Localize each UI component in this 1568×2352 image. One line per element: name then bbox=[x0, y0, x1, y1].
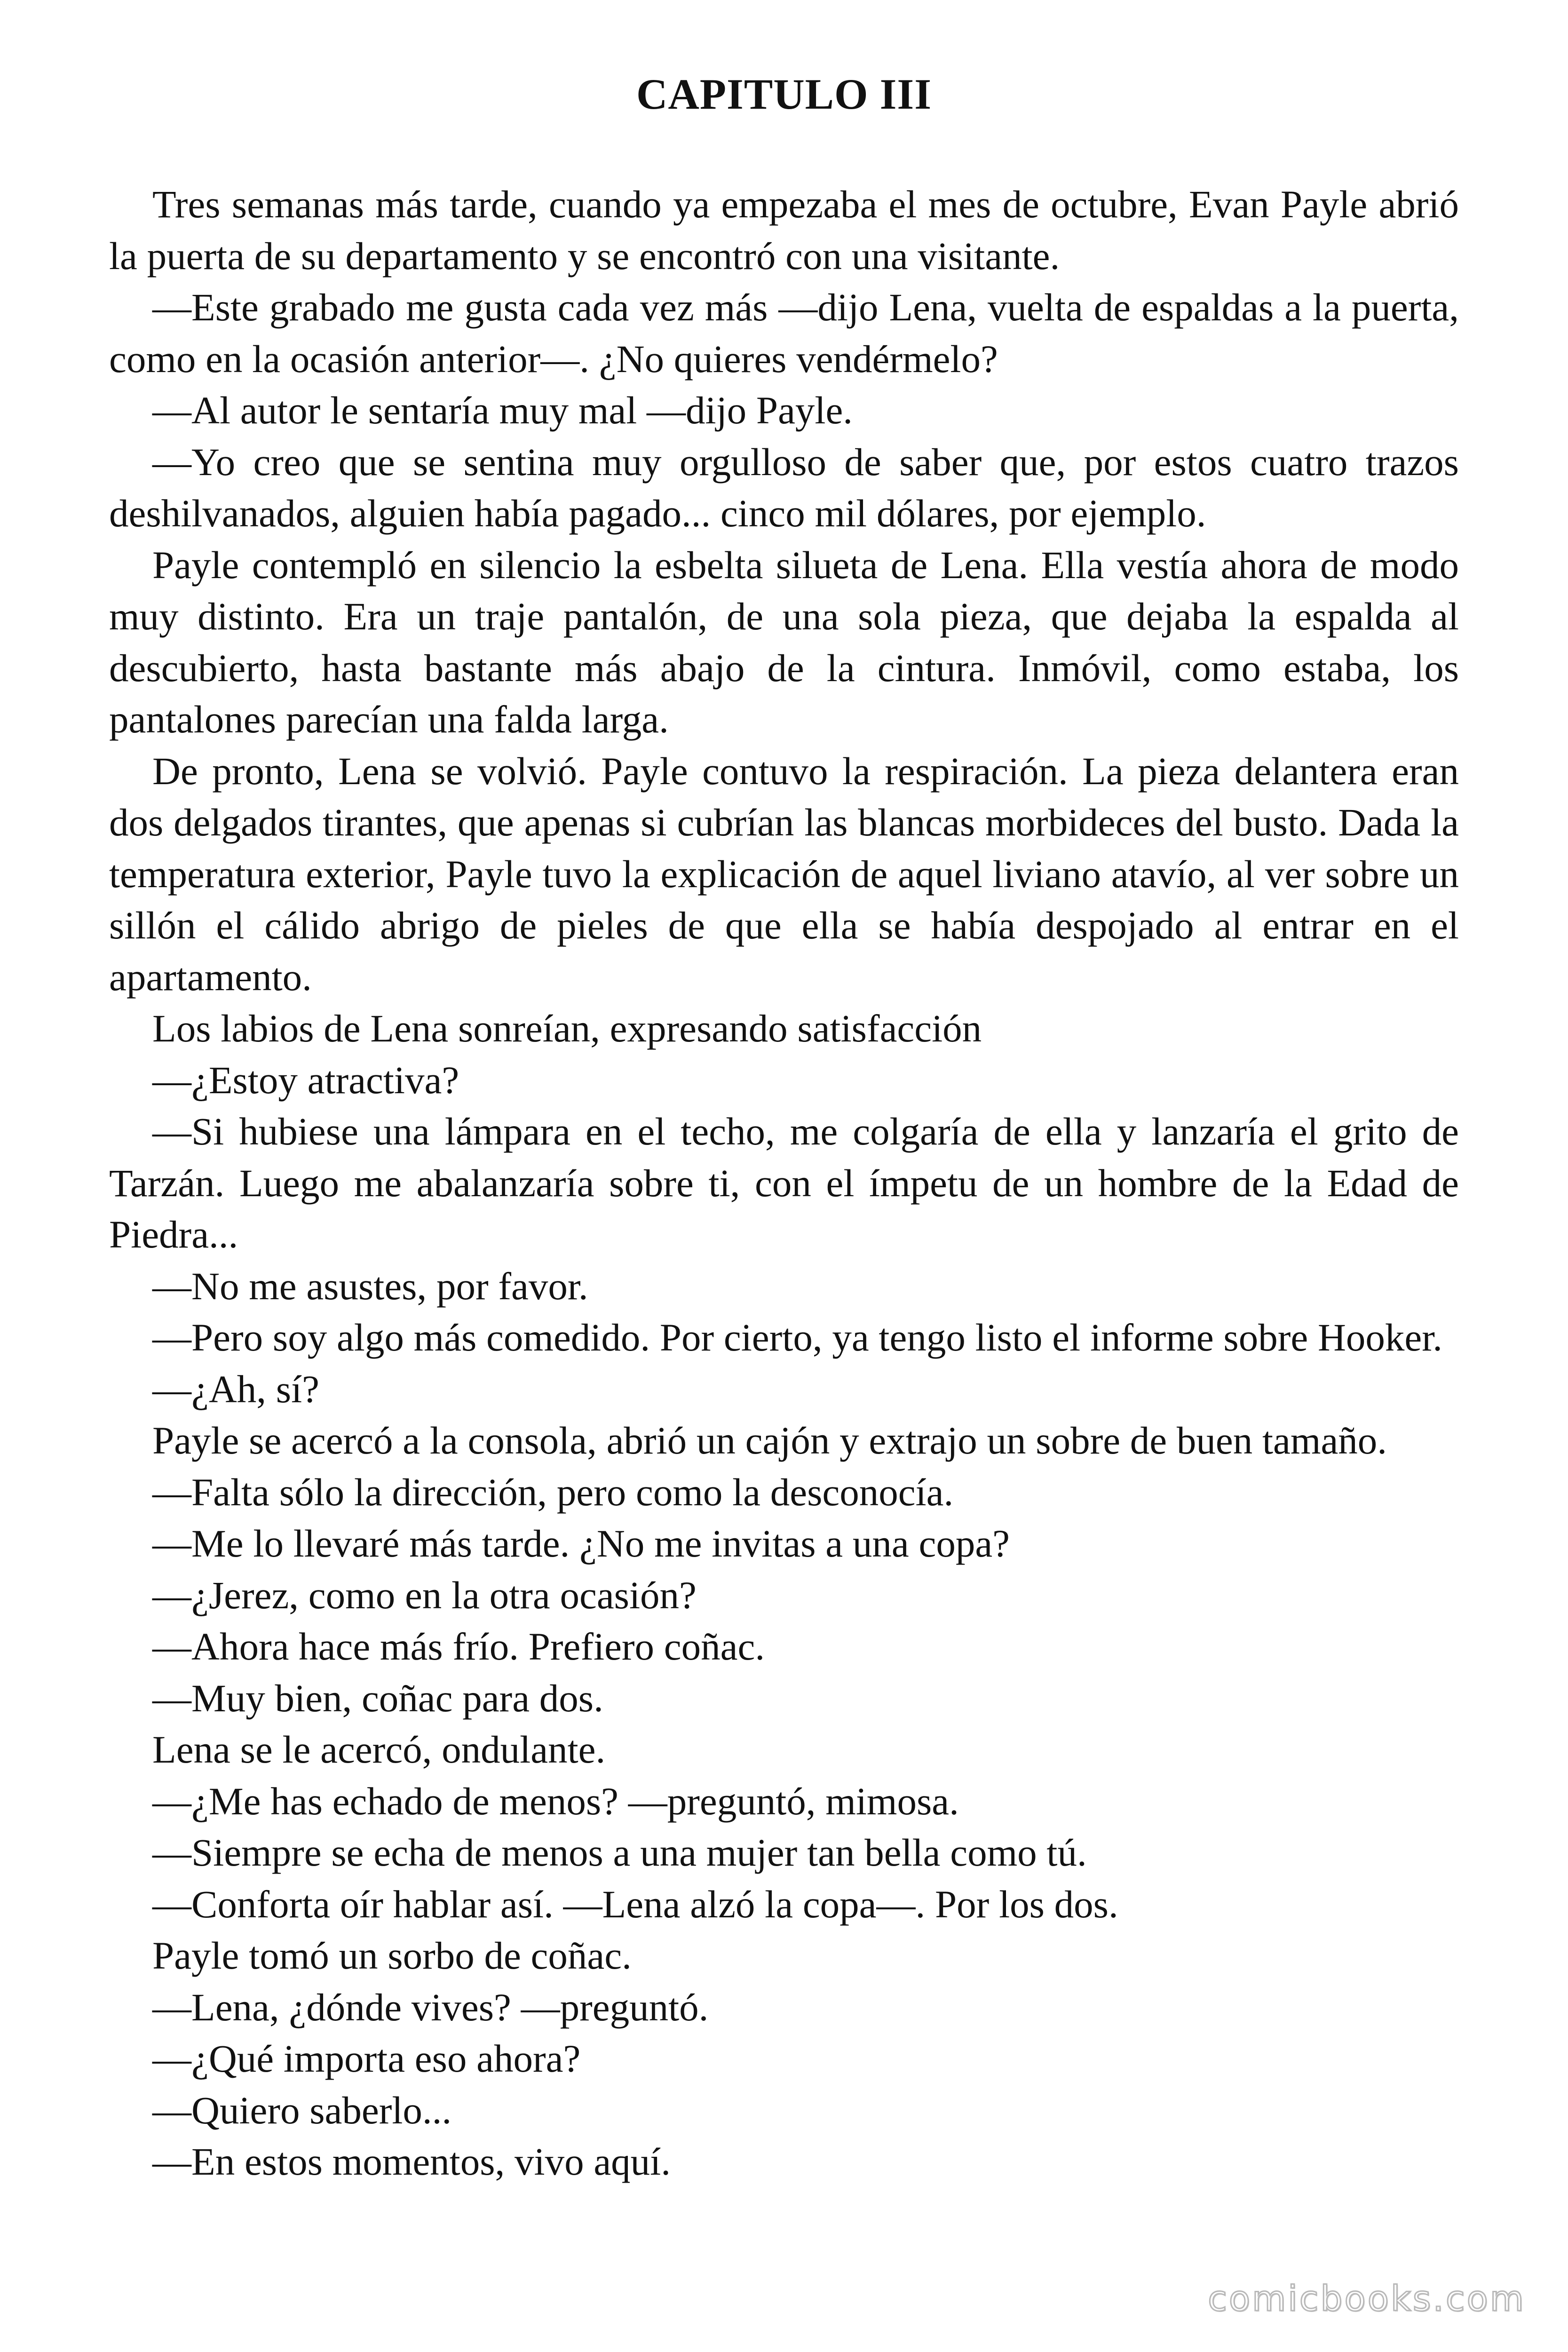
paragraph: De pronto, Lena se volvió. Payle contuvo la respiración. La pieza delantera eran dos delgados tirantes, que apenas si cubrían las blancas morbideces del busto. Dada la temperatura exterior, Payle tuvo la explicación de aquel liviano atavío, al ver sobre un sillón el cálido abrigo de pieles de que ella se había despojado al entrar en el apartamento. bbox=[109, 749, 1459, 999]
paragraph: —Lena, ¿dónde vives? —preguntó. bbox=[152, 1985, 709, 2029]
paragraph: —Este grabado me gusta cada vez más —dijo Lena, vuelta de espaldas a la puerta, como en la ocasión anterior—. ¿No quieres vendérmelo? bbox=[109, 286, 1459, 381]
watermark: comicbooks.com bbox=[1208, 2279, 1526, 2319]
paragraph: Los labios de Lena sonreían, expresando satisfacción bbox=[152, 1007, 982, 1050]
paragraph: Tres semanas más tarde, cuando ya empezaba el mes de octubre, Evan Payle abrió la puerta de su departamento y se encontró con una visitante. bbox=[109, 183, 1459, 278]
paragraph: —Pero soy algo más comedido. Por cierto, ya tengo listo el informe sobre Hooker. bbox=[152, 1316, 1443, 1359]
paragraph: —Si hubiese una lámpara en el techo, me colgaría de ella y lanzaría el grito de Tarzán. Luego me abalanzaría sobre ti, con el ímpetu de un hombre de la Edad de Piedra... bbox=[109, 1110, 1459, 1256]
chapter-body bbox=[109, 179, 1459, 2188]
paragraph: —¿Jerez, como en la otra ocasión? bbox=[152, 1573, 697, 1617]
paragraph: —¿Qué importa eso ahora? bbox=[152, 2037, 581, 2080]
paragraph: —En estos momentos, vivo aquí. bbox=[152, 2140, 671, 2183]
paragraph: —Muy bien, coñac para dos. bbox=[152, 1676, 603, 1720]
paragraph: —Yo creo que se sentina muy orgulloso de saber que, por estos cuatro trazos deshilvanados, alguien había pagado... cinco mil dólares, por ejemplo. bbox=[109, 440, 1459, 535]
paragraph: Payle contempló en silencio la esbelta silueta de Lena. Ella vestía ahora de modo muy distinto. Era un traje pantalón, de una sola pieza, que dejaba la espalda al descubierto, hasta bastante más abajo de la cintura. Inmóvil, como estaba, los pantalones parecían una falda larga. bbox=[109, 543, 1459, 741]
paragraph: —¿Ah, sí? bbox=[152, 1367, 319, 1411]
paragraph: —¿Estoy atractiva? bbox=[152, 1058, 459, 1102]
paragraph: —Ahora hace más frío. Prefiero coñac. bbox=[152, 1625, 765, 1668]
chapter-title: CAPITULO III bbox=[636, 70, 932, 118]
paragraph: Payle se acercó a la consola, abrió un cajón y extrajo un sobre de buen tamaño. bbox=[152, 1419, 1387, 1462]
paragraph: Payle tomó un sorbo de coñac. bbox=[152, 1934, 632, 1977]
paragraph: —Me lo llevaré más tarde. ¿No me invitas a una copa? bbox=[152, 1522, 1010, 1565]
paragraph: —Al autor le sentaría muy mal —dijo Payle. bbox=[152, 389, 853, 432]
paragraph: —No me asustes, por favor. bbox=[152, 1264, 588, 1308]
paragraph: —Siempre se echa de menos a una mujer tan bella como tú. bbox=[152, 1831, 1087, 1874]
paragraph: —Quiero saberlo... bbox=[152, 2088, 452, 2132]
paragraph: Lena se le acercó, ondulante. bbox=[152, 1728, 606, 1771]
paragraph: —Conforta oír hablar así. —Lena alzó la copa—. Por los dos. bbox=[152, 1882, 1118, 1926]
paragraph: —Falta sólo la dirección, pero como la desconocía. bbox=[152, 1470, 954, 1514]
paragraph: —¿Me has echado de menos? —preguntó, mimosa. bbox=[152, 1779, 959, 1823]
